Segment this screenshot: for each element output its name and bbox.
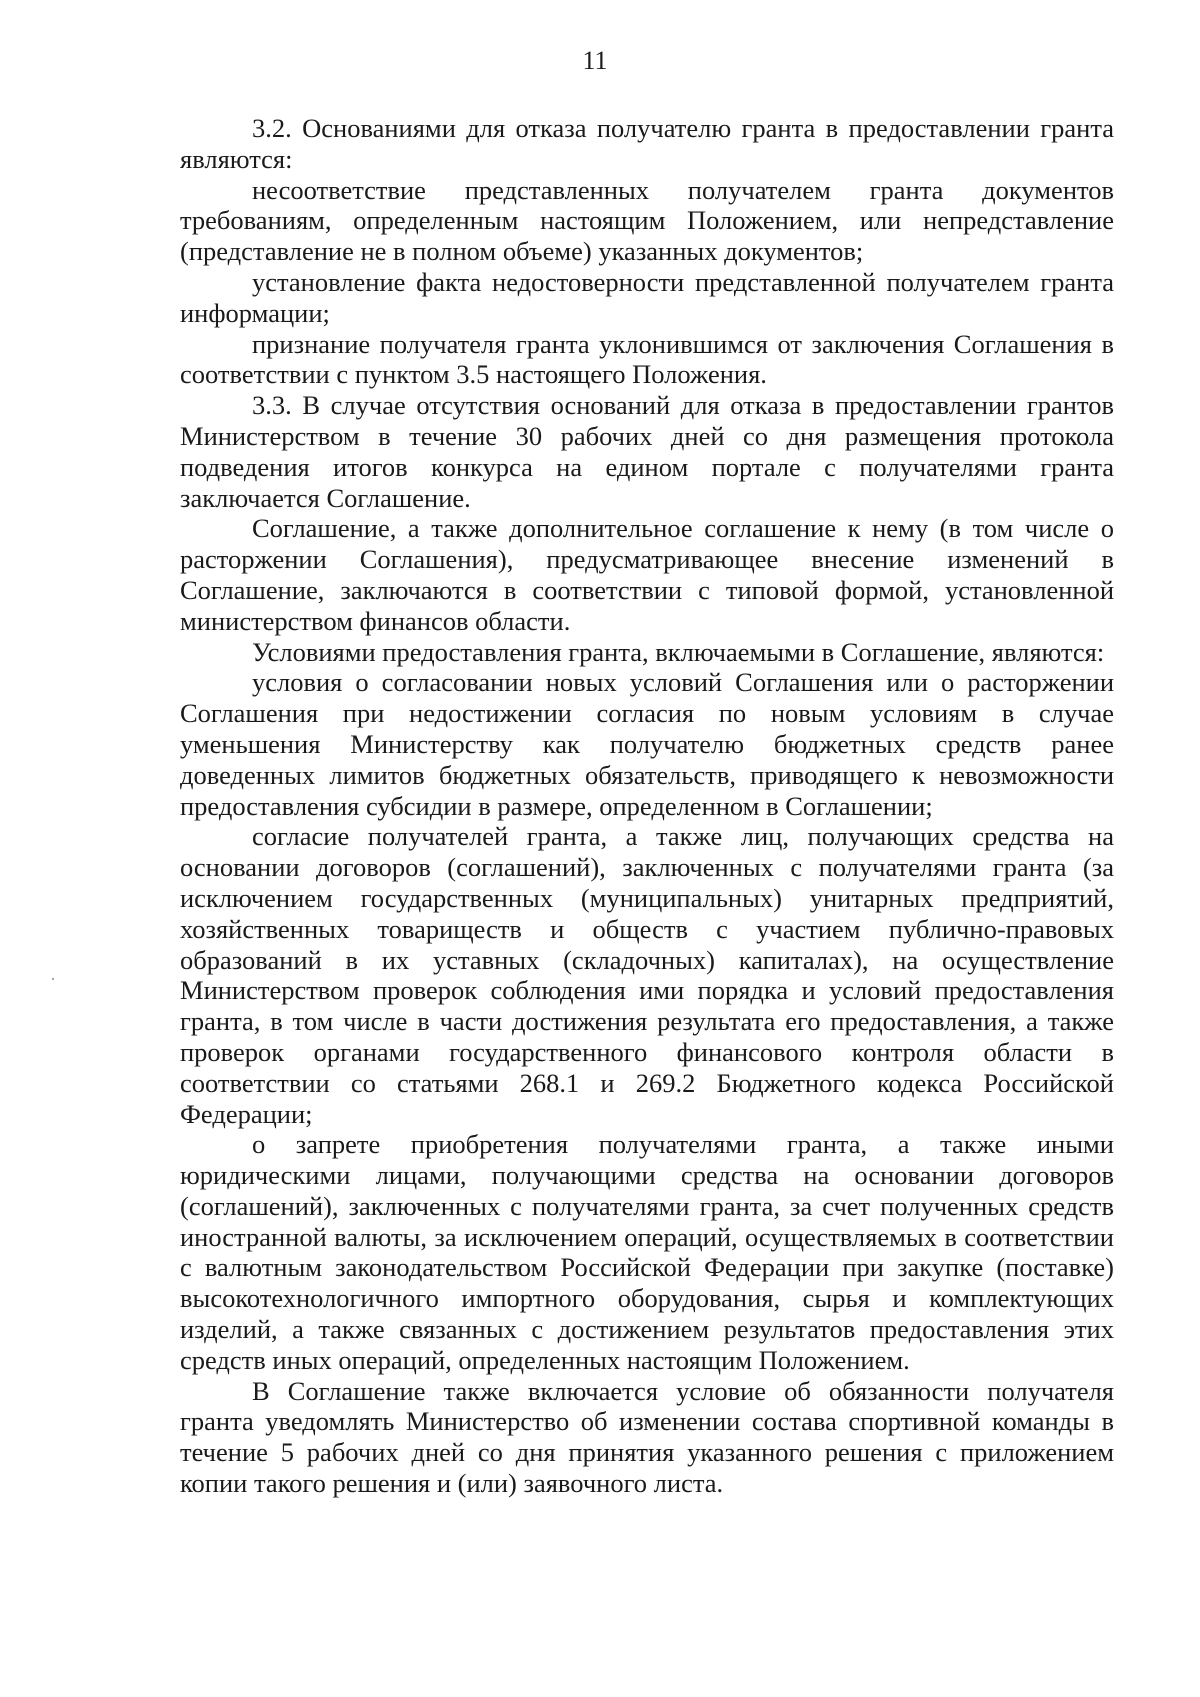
scan-speck [52,978,54,980]
paragraph-condition-new-terms: условия о согласовании новых условий Соглашения или о расторжении Соглашения при недостижении согласия по новым условиям в случае уменьшения Министерству как получателю бюджетных средств ранее доведенных лимитов бюджетных обязательств, приводящего к невозможности предоставления субсидии в размере, определенном в Соглашении; [180,667,1114,821]
paragraph-condition-inspections-consent: согласие получателей гранта, а также лиц, получающих средства на основании договоров (соглашений), заключенных с получателями гранта (за исключением государственных (муниципальных) унитарных предприятий, хозяйственных товариществ и обществ с участием публично-правовых образований в их уставных (складочных) капиталах), на осуществление Министерством проверок соблюдения ими порядка и условий предоставления гранта, в том числе в части достижения результата его предоставления, а также проверок органами государственного финансового контроля области в соответствии со статьями 268.1 и 269.2 Бюджетного кодекса Российской Федерации; [180,821,1114,1129]
paragraph-condition-currency-ban: о запрете приобретения получателями гранта, а также иными юридическими лицами, получающими средства на основании договоров (соглашений), заключенных с получателями гранта, за счет полученных средств иностранной валюты, за исключением операций, осуществляемых в соответствии с валютным законодательством Российской Федерации при закупке (поставке) высокотехнологичного импортного оборудования, сырья и комплектующих изделий, а также связанных с достижением результатов предоставления этих средств иных операций, определенных настоящим Положением. [180,1129,1114,1375]
paragraph-grant-conditions-intro: Условиями предоставления гранта, включаемыми в Соглашение, являются: [252,636,1105,667]
paragraph-nonconformity-documents: несоответствие представленных получателем гранта документов требованиям, определенным настоящим Положением, или непредставление (представление не в полном объеме) указанных документов; [180,174,1114,267]
document-body [180,113,1114,1499]
paragraph-team-change-notification: В Соглашение также включается условие об обязанности получателя гранта уведомлять Министерство об изменении состава спортивной команды в течение 5 рабочих дней со дня принятия указанного решения с приложением копии такого решения и (или) заявочного листа. [180,1375,1114,1499]
paragraph-unreliable-information: установление факта недостоверности представленной получателем гранта информации; [180,266,1114,328]
paragraph-3-3-agreement-conclusion: 3.3. В случае отсутствия оснований для отказа в предоставлении грантов Министерством в течение 30 рабочих дней со дня размещения протокола подведения итогов конкурса на едином портале с получателями гранта заключается Соглашение. [180,390,1114,513]
page-number: 11 [582,46,608,75]
paragraph-evasion-agreement: признание получателя гранта уклонившимся от заключения Соглашения в соответствии с пунктом 3.5 настоящего Положения. [180,328,1114,390]
paragraph-agreement-standard-form: Соглашение, а также дополнительное соглашение к нему (в том числе о расторжении Соглашения), предусматривающее внесение изменений в Соглашение, заключаются в соответствии с типовой формой, установленной министерством финансов области. [180,513,1114,636]
paragraph-3-2-refusal-grounds: 3.2. Основаниями для отказа получателю гранта в предоставлении гранта являются: [180,113,1114,174]
